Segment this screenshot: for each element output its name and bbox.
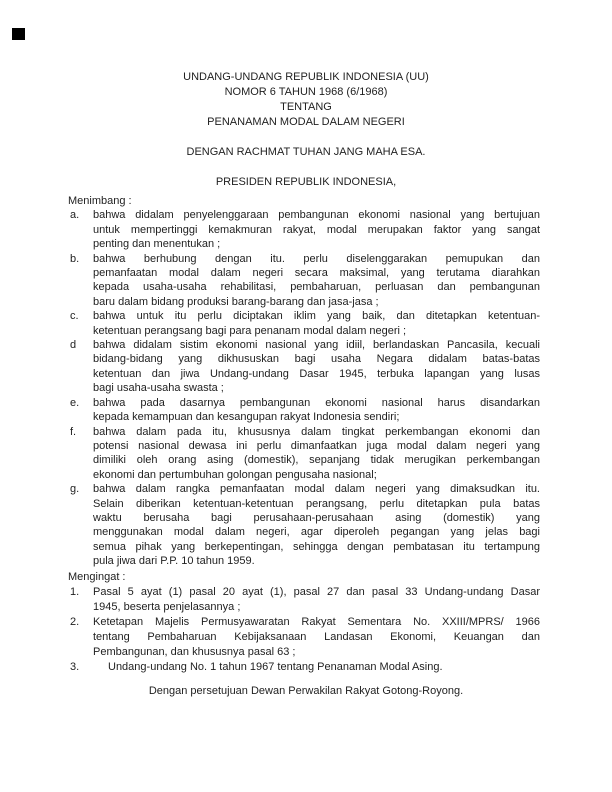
text-line: bahwa dalam pada itu, khususnya dalam tingkat perkembangan ekonomi dan	[93, 425, 540, 438]
menimbang-heading: Menimbang :	[68, 195, 132, 207]
list-item	[0, 615, 612, 660]
list-item	[0, 208, 612, 251]
text-line: tentang Pembaharuan Kebijaksanaan Landasan Ekonomi, Keuangan dan	[93, 631, 540, 643]
mengingat-section	[0, 570, 612, 675]
item-label: f.	[70, 425, 77, 438]
list-item	[0, 660, 612, 675]
item-label: d	[70, 339, 77, 352]
text-line: bagi usaha-usaha swasta ;	[93, 382, 224, 395]
text-line: penting dan menentukan ;	[93, 238, 221, 251]
item-label: e.	[70, 396, 80, 409]
text-line: dimiliki oleh orang asing (domestik), sepanjang tidak merugikan perkembangan	[93, 454, 540, 467]
item-lines	[93, 482, 540, 568]
list-item	[0, 482, 612, 568]
item-lines	[108, 660, 555, 675]
text-line: bahwa pada dasarnya pembangunan ekonomi nasional harus disandarkan	[93, 396, 540, 409]
text-line: menggunakan modal dalam negeri, agar diperoleh pegangan yang jelas bagi	[93, 526, 540, 539]
list-item	[0, 252, 612, 310]
item-lines	[93, 615, 540, 660]
text-line: Pasal 5 ayat (1) pasal 20 ayat (1), pasal 27 dan pasal 33 Undang-undang Dasar	[93, 586, 540, 598]
document-header	[0, 70, 612, 190]
item-label: 1.	[70, 586, 80, 598]
text-line: bahwa didalam sistim ekonomi nasional yang idiil, berlandaskan Pancasila, kecuali	[93, 339, 540, 352]
list-item	[0, 338, 612, 396]
scan-artifact-mark	[12, 28, 25, 40]
menimbang-section	[0, 194, 612, 569]
text-line: kepada usaha-usaha rehabilitasi, pembaharuan, perluasan dan pembangunan	[93, 281, 540, 294]
item-label: a.	[70, 209, 80, 222]
item-label: b.	[70, 252, 80, 265]
item-label: 2.	[70, 616, 80, 628]
text-line: Ketetapan Majelis Permusyawaratan Rakyat Sementara No. XXIII/MPRS/ 1966	[93, 616, 540, 628]
text-line: 1945, beserta penjelasannya ;	[93, 601, 241, 613]
item-lines	[93, 585, 540, 615]
menimbang-items	[0, 208, 612, 568]
text-line: ekonomi dan pertumbuhan golongan pengusaha nasional;	[93, 468, 377, 481]
text-line: bahwa dalam rangka pemanfaatan modal dalam negeri yang dimaksudkan itu.	[93, 483, 540, 496]
text-line: pemanfaatan modal dalam negeri secara maksimal, yang terutama diarahkan	[93, 267, 540, 280]
title-line: NOMOR 6 TAHUN 1968 (6/1968)	[224, 86, 388, 98]
text-line: semua pihak yang berkepentingan, sehingga dengan pembatasan itu tertampung	[93, 540, 540, 553]
item-lines	[93, 338, 540, 396]
item-label: 3.	[70, 661, 80, 673]
list-item	[0, 396, 612, 425]
item-lines	[93, 252, 540, 310]
text-line: untuk mempertinggi kemakmuran rakyat, modal merupakan faktor yang sangat	[93, 223, 540, 236]
text-line: ketentuan dan jiwa Undang-undang Dasar 1945, terbuka lapangan yang lusas	[93, 367, 540, 380]
text-line: bahwa untuk itu perlu diciptakan iklim yang baik, dan ditetapkan ketentuan-	[93, 310, 540, 323]
list-item	[0, 309, 612, 338]
title-line: PENANAMAN MODAL DALAM NEGERI	[207, 116, 405, 128]
text-line: potensi nasional dewasa ini perlu dimanfaatkan juga modal dalam negeri yang	[93, 439, 540, 452]
item-lines	[93, 309, 540, 338]
text-line: bahwa didalam penyelenggaraan pembangunan ekonomi nasional yang bertujuan	[93, 209, 540, 222]
text-line: pula jiwa dari P.P. 10 tahun 1959.	[93, 555, 255, 568]
text-line: baru dalam bidang produksi barang-barang dan jasa-jasa ;	[93, 295, 379, 308]
text-line: bahwa berhubung dengan itu. perlu diselenggarakan pemupukan dan	[93, 252, 540, 265]
mengingat-heading: Mengingat :	[68, 571, 126, 583]
item-label: g.	[70, 483, 80, 496]
text-line: ketentuan perangsang bagi para penanam modal dalam negeri ;	[93, 324, 407, 337]
item-lines	[93, 208, 540, 251]
title-line: UNDANG-UNDANG REPUBLIK INDONESIA (UU)	[183, 71, 429, 83]
item-lines	[93, 396, 540, 425]
mengingat-items	[0, 585, 612, 675]
list-item	[0, 585, 612, 615]
text-line: bidang-bidang yang dikhususkan bagi usaha Negara didalam batas-batas	[93, 353, 540, 366]
text-line: Pembangunan, dan khususnya pasal 63 ;	[93, 646, 296, 658]
closing-line: Dengan persetujuan Dewan Perwakilan Rakyat Gotong-Royong.	[148, 685, 464, 697]
invocation-line: DENGAN RACHMAT TUHAN JANG MAHA ESA.	[186, 146, 426, 158]
title-line: TENTANG	[280, 101, 332, 113]
text-line: Selain diberikan ketentuan-ketentuan perangsang, perlu ditetapkan pula batas	[93, 497, 540, 510]
item-lines	[93, 425, 540, 483]
text-line: kepada kemampuan dan kesangupan rakyat Indonesia sendiri;	[93, 411, 400, 424]
item-label: c.	[70, 310, 79, 323]
text-line: waktu berusaha bagi perusahaan-perusahaan asing (domestik) yang	[93, 511, 540, 524]
issuer-line: PRESIDEN REPUBLIK INDONESIA,	[215, 176, 397, 188]
list-item	[0, 425, 612, 483]
text-line: Undang-undang No. 1 tahun 1967 tentang Penanaman Modal Asing.	[108, 661, 443, 673]
